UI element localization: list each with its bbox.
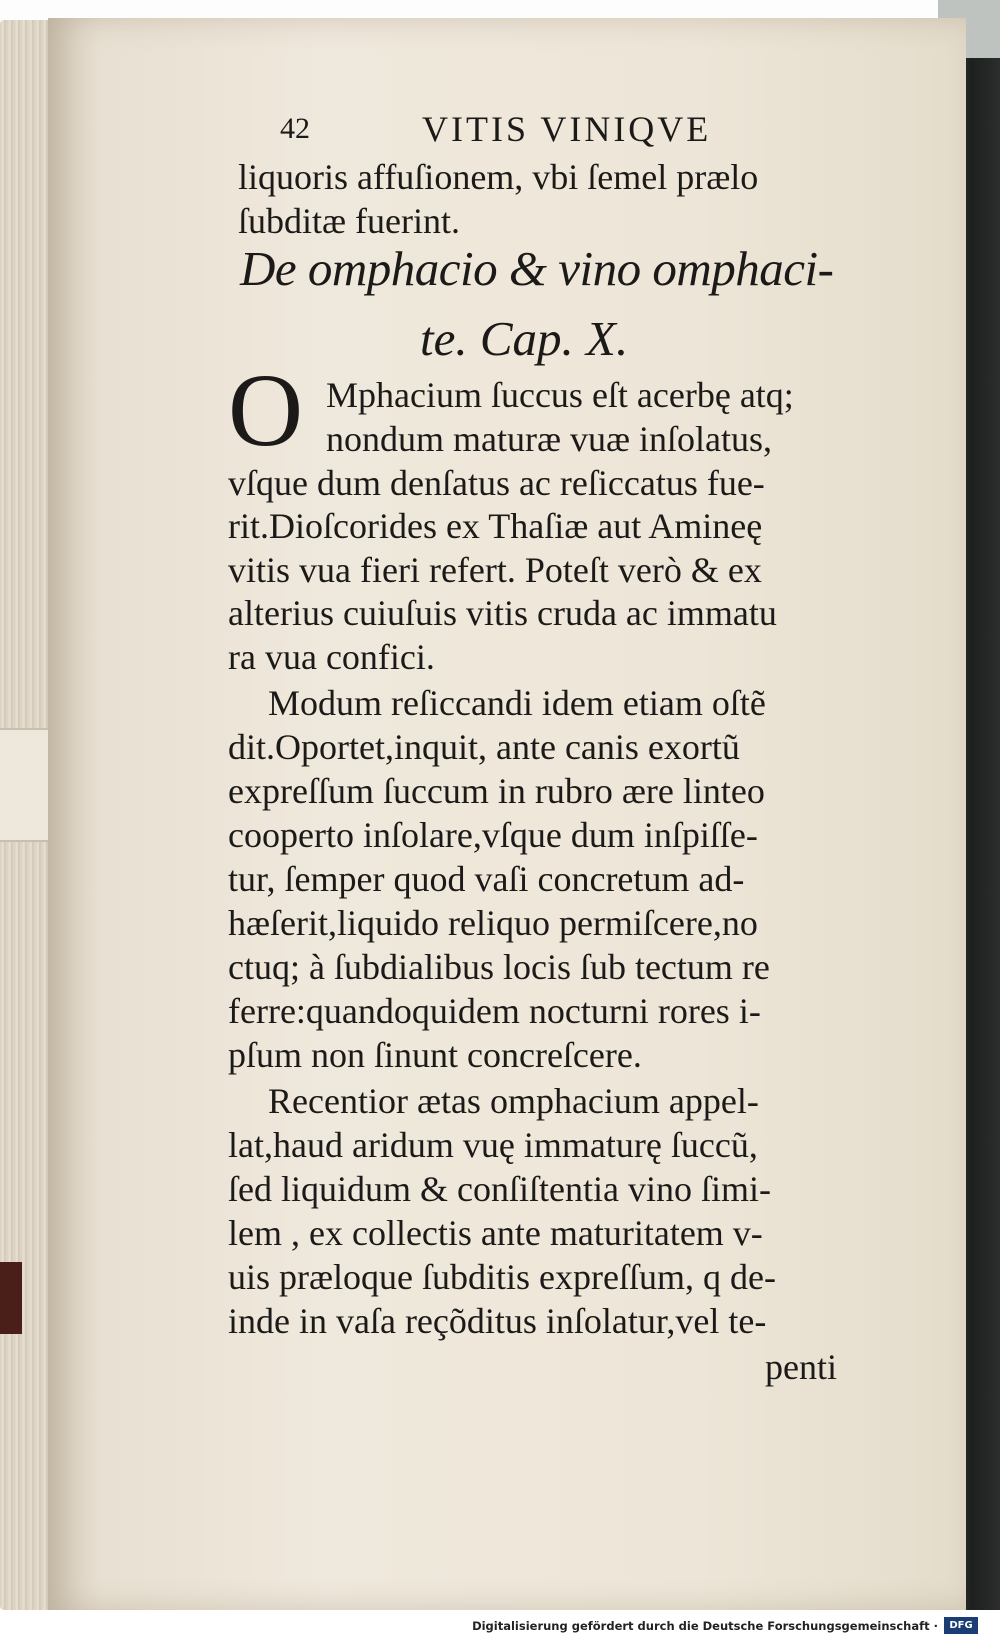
chapter-heading-line: De omphacio & vino omphaci-: [240, 241, 834, 296]
text-line: alterius cuiuſuis vitis cruda ac immatu: [228, 593, 777, 633]
running-title: VITIS VINIQVE: [422, 109, 712, 149]
chapter-heading-line: te. Cap. X.: [420, 311, 629, 366]
text-line: ſed liquidum & conſiſtentia vino ſimi-: [228, 1169, 771, 1209]
text-line: tur, ſemper quod vaſi concretum ad-: [228, 859, 745, 899]
text-line: vſque dum denſatus ac reſiccatus fue-: [228, 463, 765, 503]
text-line: lat,haud aridum vuę immaturę ſuccũ,: [228, 1125, 758, 1165]
text-line: ra vua confici.: [228, 637, 435, 677]
text-line: liquoris affuſionem, vbi ſemel prælo: [238, 157, 759, 197]
text-line: cooperto inſolare,vſque dum inſpiſſe-: [228, 815, 758, 855]
dfg-logo: DFG: [944, 1617, 978, 1634]
funding-note: Digitalisierung gefördert durch die Deutsche Forschungsgemeinschaft ·: [472, 1619, 938, 1633]
text-line: Modum reſiccandi idem etiam oſtẽ: [268, 683, 766, 723]
text-line: dit.Oportet,inquit, ante canis exortũ: [228, 727, 740, 767]
text-line: Mphacium ſuccus eſt acerbę atq;: [326, 375, 794, 415]
text-line: lem , ex collectis ante maturitatem v-: [228, 1213, 763, 1253]
text-line: ctuq; à ſubdialibus locis ſub tectum re: [228, 947, 770, 987]
text-line: Recentior ætas omphacium appel-: [268, 1081, 759, 1121]
text-line: hæſerit,liquido reliquo permiſcere,no: [228, 903, 758, 943]
text-line: uis præloque ſubditis expreſſum, q de-: [228, 1257, 776, 1297]
drop-capital: O: [228, 353, 304, 468]
text-line: ſubditæ fuerint.: [238, 201, 460, 241]
digitization-footer: [0, 1610, 1000, 1643]
text-line: ferre:quandoquidem nocturni rores i-: [228, 991, 761, 1031]
text-line: inde in vaſa reçõditus inſolatur,vel te-: [228, 1301, 767, 1341]
text-line: pſum non ſinunt concreſcere.: [228, 1035, 642, 1075]
catchword: penti: [765, 1347, 837, 1387]
page-number: 42: [280, 112, 310, 145]
text-line: expreſſum ſuccum in rubro ære linteo: [228, 771, 765, 811]
text-line: vitis vua fieri refert. Poteſt verò & ex: [228, 550, 762, 590]
text-line: nondum maturæ vuæ inſolatus,: [326, 419, 772, 459]
text-line: rit.Dioſcorides ex Thaſiæ aut Amineę: [228, 506, 763, 546]
